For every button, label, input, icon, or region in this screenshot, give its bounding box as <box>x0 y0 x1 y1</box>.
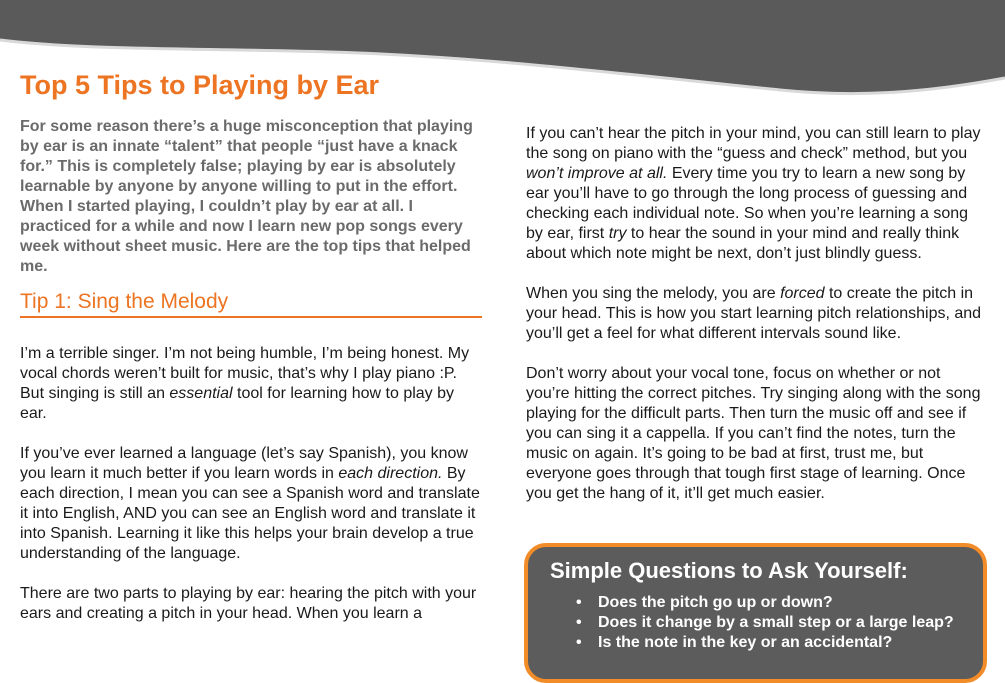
page-title: Top 5 Tips to Playing by Ear <box>20 70 380 100</box>
right-paragraph-1: If you can’t hear the pitch in your mind, you can still learn to play the song on piano with the “guess and check” method, but you won’t improve at all. Every time you try to learn a new song by ear you’ll have to go through the long process of guessing and checking each individual note. So when you’re learning a song by ear, first try to hear the sound in your mind and really think about which note might be next, don’t just blindly guess. <box>526 125 981 262</box>
intro-paragraph: For some reason there’s a huge misconception that playing by ear is an innate “talent” that people “just have a knack for.” This is completely false; playing by ear is absolutely learnable by anyone by anyone willing to put in the effort. When I started playing, I couldn’t play by ear at all. I practiced for a while and now I learn new pop songs every week without sheet music. Here are the top tips that helped me. <box>20 118 473 275</box>
questions-list <box>576 593 954 653</box>
left-paragraph-1: I’m a terrible singer. I’m not being humble, I’m being honest. My vocal chords weren’t built for music, that’s why I play piano :P. But singing is still an essential tool for learning how to play by ear. <box>20 345 470 422</box>
callout-title: Simple Questions to Ask Yourself: <box>550 558 908 583</box>
question-item: • Is the note in the key or an accidental? <box>576 634 893 651</box>
question-item: • Does the pitch go up or down? <box>576 594 833 611</box>
bullet-icon: • <box>576 594 582 611</box>
right-paragraph-2: When you sing the melody, you are forced to create the pitch in your head. This is how you start learning pitch relationships, and you’ll get a feel for what different intervals sound like. <box>526 285 982 342</box>
right-paragraph-3: Don’t worry about your vocal tone, focus on whether or not you’re hitting the correct pitches. Try singing along with the song playing for the difficult parts. Then turn the music off and see if you can sing it a cappella. If you can’t find the notes, turn the music on again. It’s going to be bad at first, trust me, but everyone goes through that tough first stage of learning. Once you get the hang of it, it’ll get much easier. <box>526 365 981 502</box>
right-column <box>526 124 988 504</box>
bullet-icon: • <box>576 614 582 631</box>
question-item: • Does it change by a small step or a large leap? <box>576 614 954 631</box>
questions-callout-box <box>524 543 987 683</box>
left-column <box>20 117 482 624</box>
tip-1-heading: Tip 1: Sing the Melody <box>20 292 482 318</box>
left-paragraph-2: If you’ve ever learned a language (let’s say Spanish), you know you learn it much better if you learn words in each direction. By each direction, I mean you can see a Spanish word and translate it into English, AND you can see an English word and translate it into Spanish. Learning it like this helps your brain develop a true understanding of the language. <box>20 445 480 562</box>
left-paragraph-3: There are two parts to playing by ear: hearing the pitch with your ears and creating a pitch in your head. When you learn a <box>20 585 477 622</box>
bullet-icon: • <box>576 634 582 651</box>
